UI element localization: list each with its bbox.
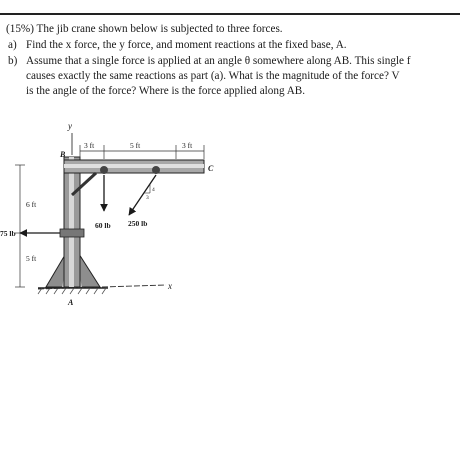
page-top-rule <box>0 13 460 15</box>
left-dimension <box>15 165 25 287</box>
part-b-text-line-3: is the angle of the force? Where is the force applied along AB. <box>26 85 306 97</box>
point-c-label: C <box>208 164 214 173</box>
y-axis-label: y <box>68 121 72 131</box>
dimension-left-upper: 6 ft <box>26 200 37 209</box>
slope-label-top: 4 <box>152 187 155 193</box>
hook-block-left <box>100 166 108 174</box>
hook-block-right <box>152 166 160 174</box>
point-a-label: A <box>68 298 74 307</box>
point-b-label: B <box>60 150 66 159</box>
crane-column-highlight <box>69 157 74 287</box>
jib-crane-figure <box>0 115 230 325</box>
force-angled-arrow <box>129 175 156 215</box>
dimension-left-lower: 5 ft <box>26 254 37 263</box>
dimension-top-2: 5 ft <box>130 141 141 150</box>
part-b-text-line-1: Assume that a single force is applied at an angle θ somewhere along AB. This single f <box>26 55 411 67</box>
force-angled-label: 250 lb <box>128 219 148 228</box>
x-axis-label: x <box>168 281 172 291</box>
part-b-text-line-2: causes exactly the same reactions as part (a). What is the magnitude of the force? V <box>26 70 400 82</box>
force-left-label: 75 lb <box>0 229 16 238</box>
dimension-top-1: 3 ft <box>84 141 95 150</box>
part-b-marker: b) <box>8 55 18 67</box>
slope-label-bottom: 3 <box>146 195 149 201</box>
crane-boom-highlight <box>64 164 204 168</box>
part-a-text: Find the x force, the y force, and moment reactions at the fixed base, A. <box>26 39 347 51</box>
part-a-marker: a) <box>8 39 17 51</box>
dimension-top-3: 3 ft <box>182 141 193 150</box>
force-down-label: 60 lb <box>95 221 111 230</box>
column-collar <box>60 229 84 237</box>
problem-title: (15%) The jib crane shown below is subjected to three forces. <box>6 23 283 35</box>
